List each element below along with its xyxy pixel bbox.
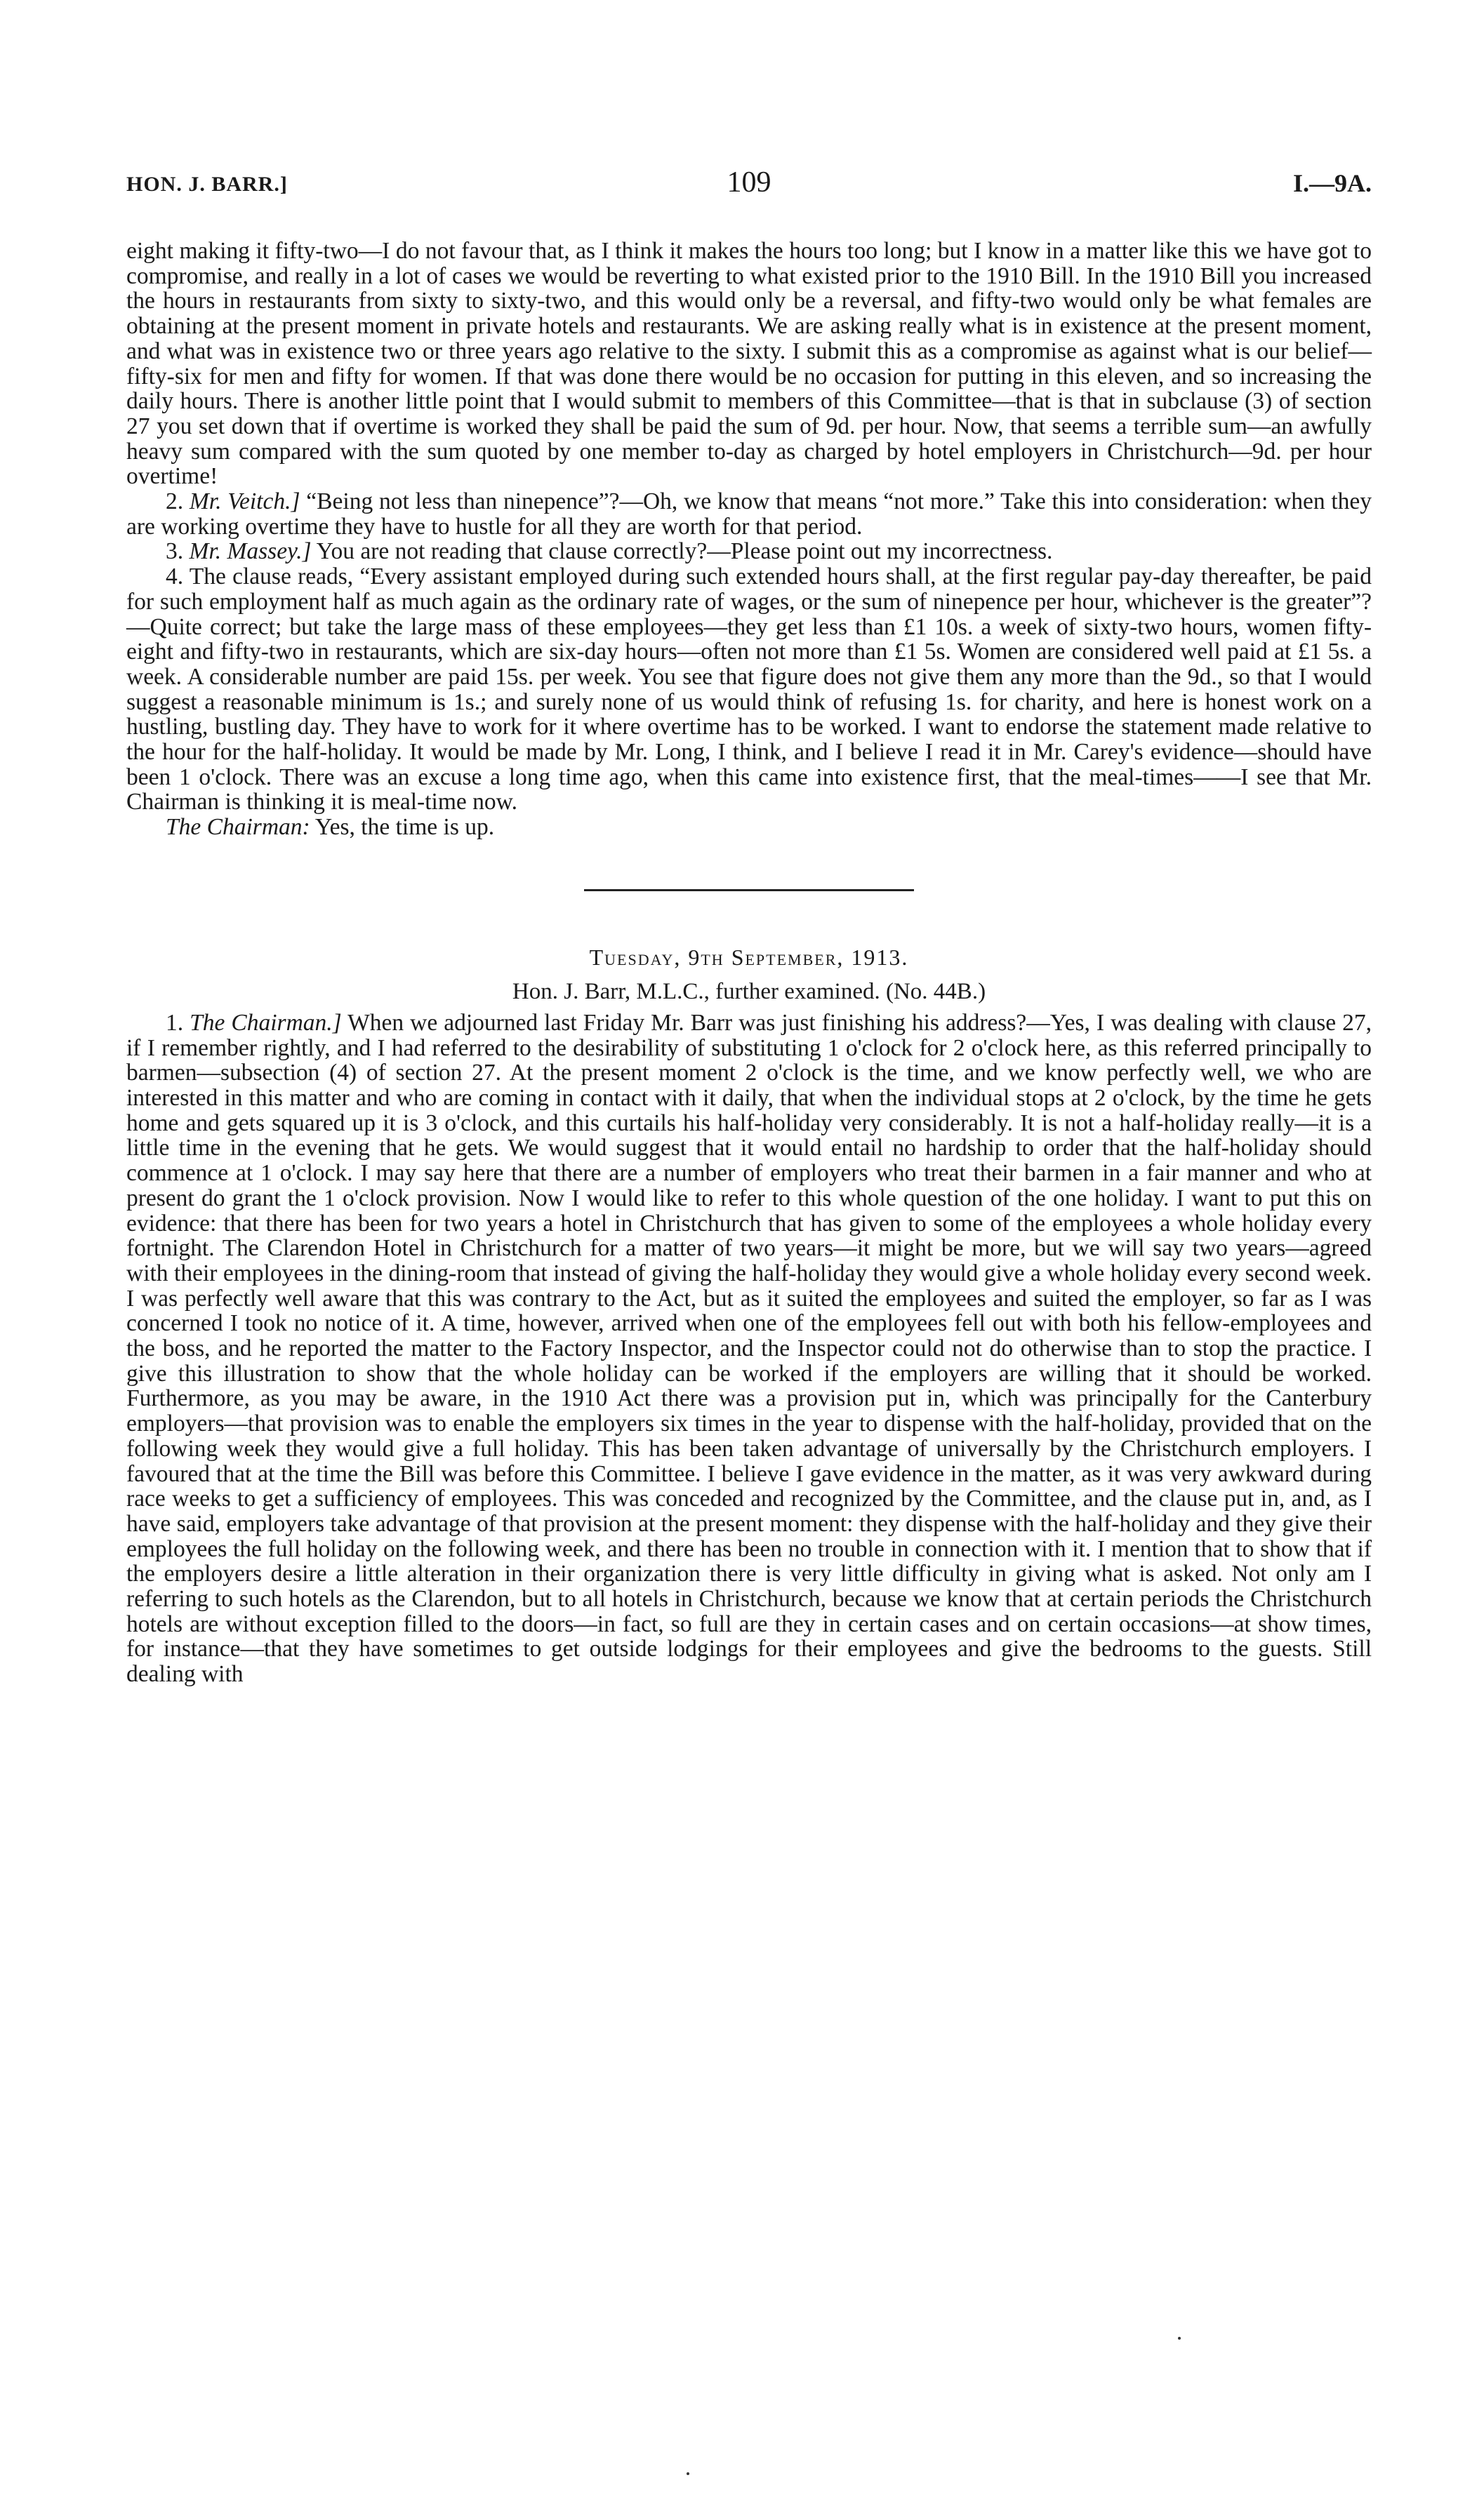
paragraph-text: You are not reading that clause correctly?—Please point out my incorrectness. [316, 538, 1053, 565]
page-speck [1178, 2337, 1181, 2340]
speaker-name: The Chairman: [166, 814, 310, 841]
evidence-text-part2 [126, 1011, 1372, 1687]
document-page [126, 166, 1372, 1687]
paragraph-question-2 [126, 489, 1372, 539]
paragraph-question-1 [126, 1011, 1372, 1687]
speaker-name: The Chairman.] [190, 1009, 342, 1036]
paragraph-text: Yes, the time is up. [314, 814, 495, 841]
paragraph-question-4: 4. The clause reads, “Every assistant employed during such extended hours shall, at the first regular pay-day thereafter, be paid for such employment half as much again as the ordinary rate of wages, or the sum of ninepence per hour, whichever is the greater”?—Quite correct; but take the large mass of these employees—they get less than £1 10s. a week of sixty-two hours, women fifty-eight and fifty-two in restaurants, which are six-day hours—often not more than £1 5s. Women are considered well paid at £1 5s. a week. A considerable number are paid 15s. per week. You see that figure does not give them any more than the 9d., so that I would suggest a reasonable minimum is 1s.; and surely none of us would think of refusing 1s. for charity, and here is honest work on a hustling, bustling day. They have to work for it where overtime has to be worked. I want to endorse the statement made relative to the hour for the half-holiday. It would be made by Mr. Long, I think, and I believe I read it in Mr. Carey's evidence—should have been 1 o'clock. There was an excuse a long time ago, when this came into existence first, that the meal-times——I see that Mr. Chairman is thinking it is meal-time now. [126, 564, 1372, 815]
page-speck [687, 2472, 689, 2475]
evidence-text-part1 [126, 239, 1372, 840]
paragraph-text: Being not less than ninepence”?—Oh, we know that means “not more.” Take this into consideration: when they are working overtime they have to hustle for all they are worth for that period. [126, 488, 1372, 540]
paragraph-continuation: eight making it fifty-two—I do not favour that, as I think it makes the hours too long; but I know in a matter like this we have got to compromise, and really in a lot of cases we would be reverting to what existed prior to the 1910 Bill. In the 1910 Bill you increased the hours in restaurants from sixty to sixty-two, and this would only be a reversal, and fifty-two would only be what females are obtaining at the present moment in private hotels and restaurants. We are asking really what is in existence at the present moment, and what was in existence two or three years ago relative to the sixty. I submit this as a compromise as against what is our belief—fifty-six for men and fifty for women. If that was done there would be no occasion for putting in this eleven, and so increasing the daily hours. There is another little point that I would submit to members of this Committee—that is that in subclause (3) of section 27 you set down that if overtime is worked they shall be paid the sum of 9d. per hour. Now, that seems a terrible sum—an awfully heavy sum compared with the sum quoted by one member to-day as charged by hotel employers in Christchurch—9d. per hour overtime! [126, 238, 1372, 490]
speaker-name: Mr. Veitch.] [189, 488, 300, 515]
witness-heading: Hon. J. Barr, M.L.C., further examined. (No. 44B.) [512, 978, 986, 1004]
question-number: 3. [166, 538, 184, 565]
question-number: 1. [166, 1009, 184, 1036]
running-head [126, 166, 1372, 208]
paragraph-text: When we adjourned last Friday Mr. Barr was just finishing his address?—Yes, I was dealing with clause 27, if I remember rightly, and I had referred to the desirability of substituting 1 o'clock for 2 o'clock here, as this referred principally to barmen—subsection (4) of section 27. At the present moment 2 o'clock is the time, and we know perfectly well, we who are interested in this matter and who are coming in contact with it daily, that when the individual stops at 2 o'clock, by the time he gets home and gets squared up it is 3 o'clock, and this curtails his half-holiday very considerably. It is not a half-holiday really—it is a little time in the evening that he gets. We would suggest that it would entail no hardship to order that the half-holiday should commence at 1 o'clock. I may say here that there are a number of employers who treat their barmen in a fair manner and who at present do grant the 1 o'clock provision. Now I would like to refer to this whole question of the one holiday. I want to put this on evidence: that there has been for two years a hotel in Christchurch that has given to some of the employees a whole holiday every fortnight. The Clarendon Hotel in Christchurch for a matter of two years—it might be more, but we will say two years—agreed with their employees in the dining-room that instead of giving the half-holiday they would give a whole holiday every second week. I was perfectly well aware that this was contrary to the Act, but as it suited the employees and suited the employer, so far as I was concerned I took no notice of it. A time, however, arrived when one of the employees fell out with both his fellow-employees and the boss, and he reported the matter to the Factory Inspector, and the Inspector could not do otherwise than to stop the practice. I give this illustration to show that the whole holiday can be worked if the employers are willing that it should be worked. Furthermore, as you may be aware, in the 1910 Act there was a provision put in, which was principally for the Canterbury employers—that provision was to enable the employers six times in the year to dispense with the half-holiday, provided that on the following week they would give a full holiday. This has been taken advantage of universally by the Christchurch employers. I favoured that at the time the Bill was before this Committee. I believe I gave evidence in the matter, as it was very awkward during race weeks to get a sufficiency of employees. This was conceded and recognized by the Committee, and the clause put in, and, as I have said, employers take advantage of that provision at the present moment: they dispense with the half-holiday and they give their employees the full holiday on the following week, and there has been no trouble in connection with it. I mention that to show that if the employers desire a little alteration in their organization there is very little difficulty in giving what is asked. Not only am I referring to such hotels as the Clarendon, but to all hotels in Christchurch, because we know that at certain periods the Christchurch hotels are without exception filled to the doors—in fact, so full are they in certain cases and on certain occasions—at show times, for instance—that they have sometimes to get outside lodgings for their employees and give the bedrooms to the guests. Still dealing with [126, 1009, 1372, 1688]
section-divider [584, 889, 914, 891]
open-quote: “ [306, 488, 317, 515]
running-head-witness: HON. J. BARR.] [126, 173, 288, 196]
paragraph-question-3 [126, 539, 1372, 564]
page-number: 109 [727, 166, 771, 199]
sitting-date-heading: Tuesday, 9th September, 1913. [589, 944, 909, 970]
question-number: 2. [166, 488, 184, 515]
paragraph-chairman-remark [126, 815, 1372, 840]
paper-reference: I.—9A. [1292, 169, 1372, 197]
speaker-name: Mr. Massey.] [189, 538, 312, 565]
